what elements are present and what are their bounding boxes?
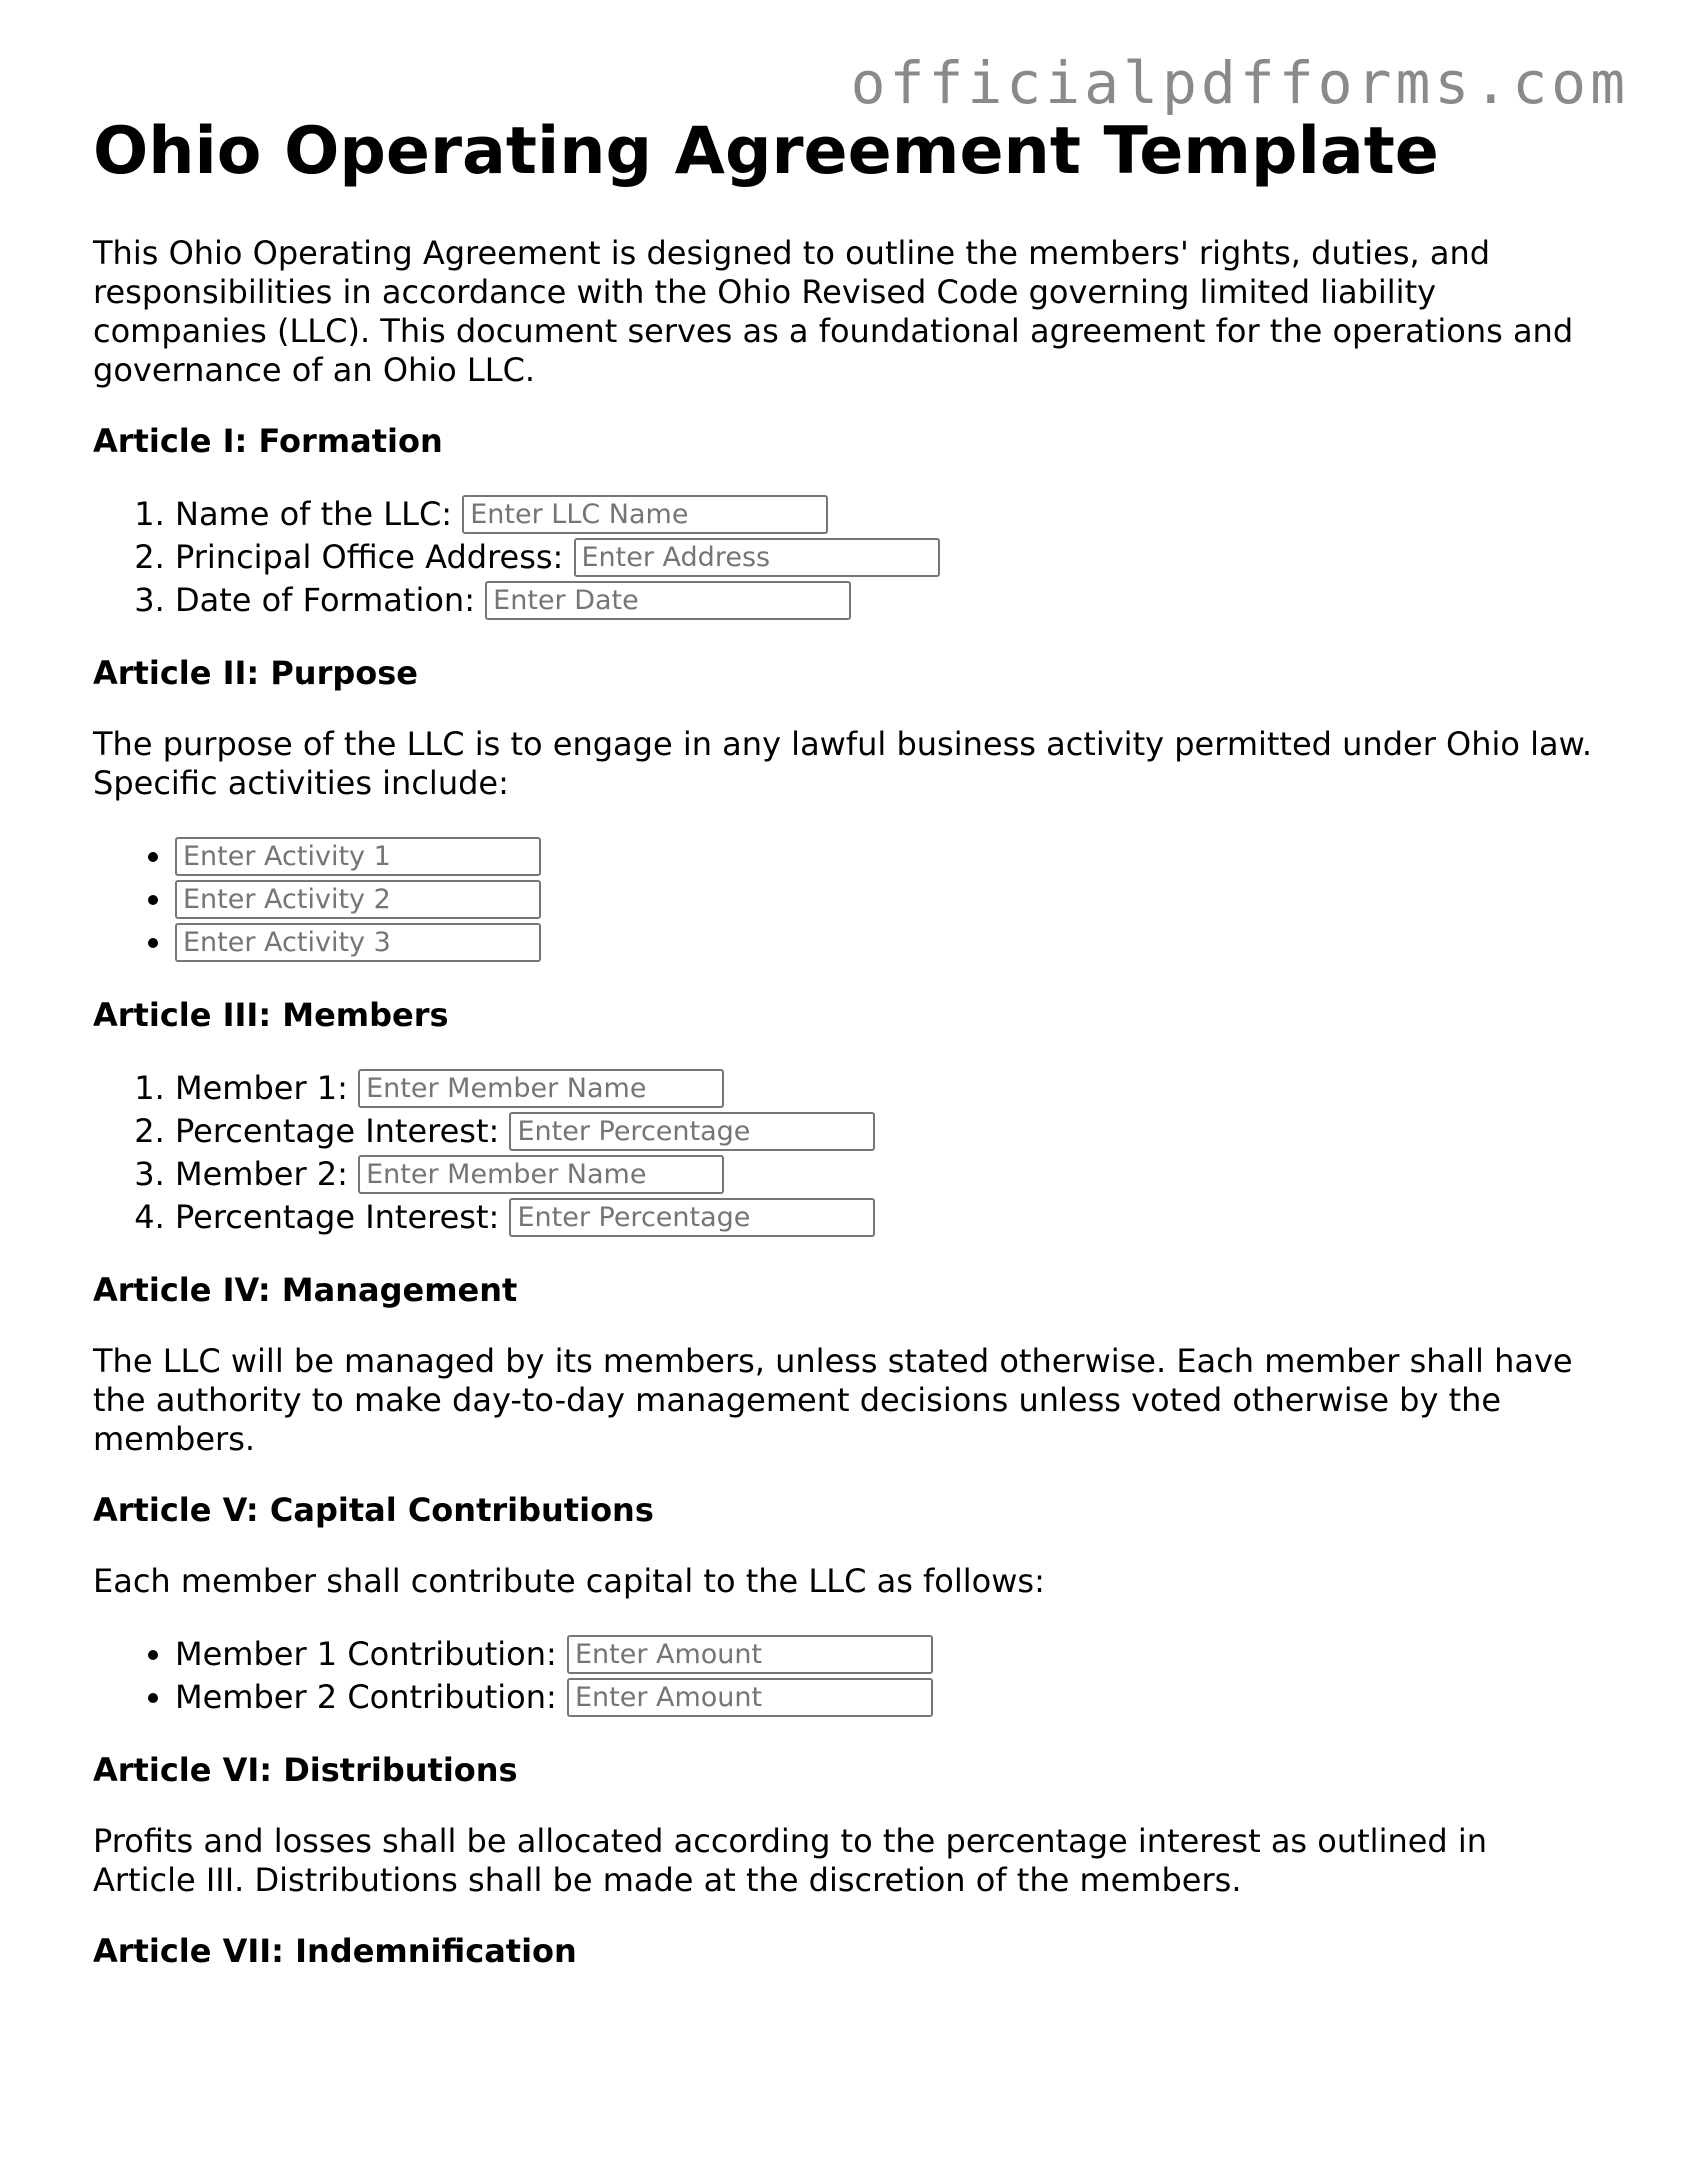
list-item: [175, 1110, 1593, 1153]
formation-date-label: Date of Formation:: [175, 580, 475, 619]
contributions-paragraph: Each member shall contribute capital to the LLC as follows:: [93, 1561, 1045, 1600]
article-5-heading: Article V: Capital Contributions: [93, 1490, 654, 1529]
member-1-label: Member 1:: [175, 1068, 348, 1107]
llc-name-label: Name of the LLC:: [175, 494, 453, 533]
office-address-input[interactable]: [574, 538, 940, 577]
member-2-contribution-input[interactable]: [567, 1678, 933, 1717]
members-list: [93, 1067, 1593, 1239]
site-watermark: officialpdfforms.com: [850, 49, 1629, 117]
activity-3-input[interactable]: [175, 923, 541, 962]
member-1-contribution-input[interactable]: [567, 1635, 933, 1674]
list-item: [175, 579, 1593, 622]
list-item: [175, 835, 1593, 878]
page-title: Ohio Operating Agreement Template: [93, 114, 1439, 189]
list-item: [175, 1153, 1593, 1196]
list-item: [175, 1676, 1593, 1719]
member-2-name-input[interactable]: [358, 1155, 724, 1194]
list-item: [175, 536, 1593, 579]
management-paragraph: The LLC will be managed by its members, unless stated otherwise. Each member shall have the authority to make day-to-day management decisions unless voted otherwise by the members.: [93, 1341, 1573, 1458]
document-page: [93, 116, 1593, 2003]
list-item: [175, 878, 1593, 921]
member-2-label: Member 2:: [175, 1154, 348, 1193]
article-6-heading: Article VI: Distributions: [93, 1750, 518, 1789]
article-4-heading: Article IV: Management: [93, 1270, 518, 1309]
member-1-contribution-label: Member 1 Contribution:: [175, 1634, 557, 1673]
member-2-contribution-label: Member 2 Contribution:: [175, 1677, 557, 1716]
member-1-percentage-input[interactable]: [509, 1112, 875, 1151]
formation-date-input[interactable]: [485, 581, 851, 620]
distributions-paragraph: Profits and losses shall be allocated according to the percentage interest as outlined in Article III. Distributions shall be made at the discretion of the members.: [93, 1821, 1488, 1899]
article-1-heading: Article I: Formation: [93, 421, 443, 460]
member-2-percentage-label: Percentage Interest:: [175, 1197, 500, 1236]
member-1-name-input[interactable]: [358, 1069, 724, 1108]
intro-paragraph: This Ohio Operating Agreement is designed to outline the members' rights, duties, and responsibilities in accordance with the Ohio Revised Code governing limited liability companies (LLC). This document serves as a foundational agreement for the operations and governance of an Ohio LLC.: [93, 233, 1574, 389]
article-2-heading: Article II: Purpose: [93, 653, 418, 692]
activities-list: [93, 835, 1593, 964]
list-item: [175, 1196, 1593, 1239]
list-item: [175, 1633, 1593, 1676]
purpose-paragraph: The purpose of the LLC is to engage in any lawful business activity permitted under Ohio law. Specific activities include:: [93, 724, 1593, 802]
list-item: [175, 493, 1593, 536]
formation-list: [93, 493, 1593, 622]
llc-name-input[interactable]: [462, 495, 828, 534]
member-2-percentage-input[interactable]: [509, 1198, 875, 1237]
article-3-heading: Article III: Members: [93, 995, 449, 1034]
member-1-percentage-label: Percentage Interest:: [175, 1111, 500, 1150]
activity-2-input[interactable]: [175, 880, 541, 919]
office-address-label: Principal Office Address:: [175, 537, 564, 576]
article-7-heading: Article VII: Indemnification: [93, 1931, 577, 1970]
activity-1-input[interactable]: [175, 837, 541, 876]
list-item: [175, 1067, 1593, 1110]
contributions-list: [93, 1633, 1593, 1719]
list-item: [175, 921, 1593, 964]
